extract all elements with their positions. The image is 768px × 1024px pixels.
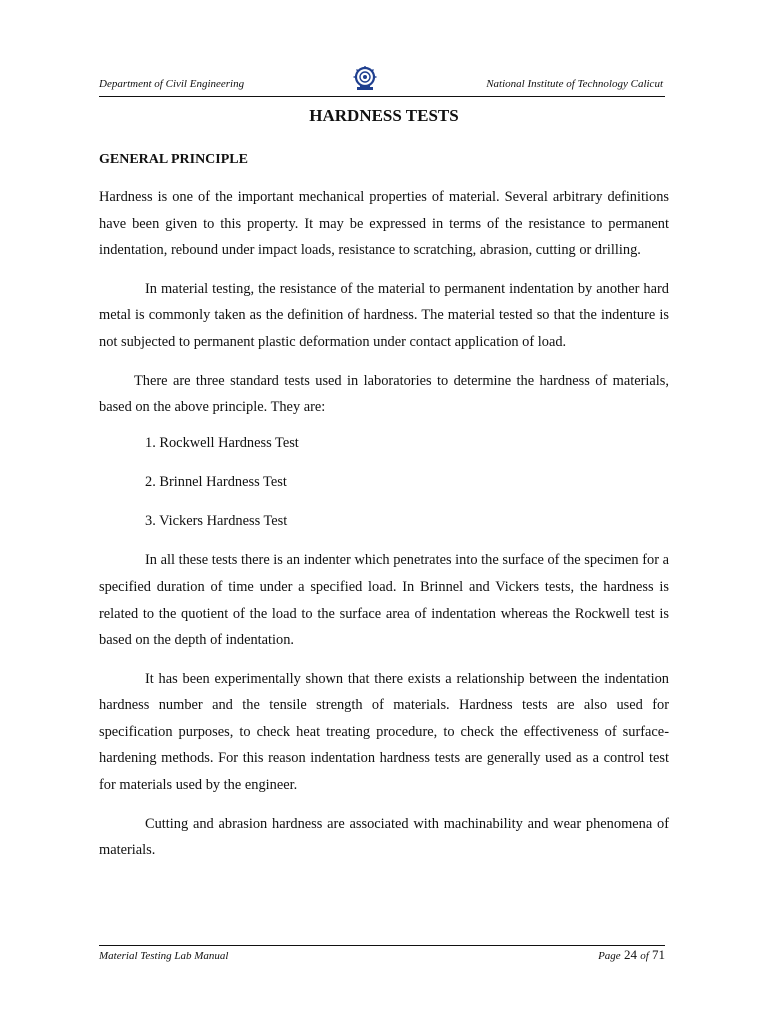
current-page: 24: [623, 947, 637, 962]
tests-list: [145, 430, 669, 535]
paragraph-standard-tests: There are three standard tests used in laboratories to determine the hardness of materials, based on the above principle. They are:: [99, 372, 669, 416]
paragraph-cutting-abrasion: Cutting and abrasion hardness are associated with machinability and wear phenomena of materials.: [99, 815, 669, 859]
page-footer: [99, 945, 665, 970]
of-word: of: [640, 950, 649, 962]
page-title: HARDNESS TESTS: [309, 106, 459, 125]
list-item: 2. Brinnel Hardness Test: [145, 473, 287, 490]
paragraph-relationship: It has been experimentally shown that there exists a relationship between the indentation hardness number and the tensile strength of materials. Hardness tests are also used for specification purposes, to check heat treating procedure, to check the effectiveness of surface-hardening methods. For this reason indentation hardness tests are generally used as a control test for materials used by the engineer.: [99, 670, 669, 794]
header-institute: National Institute of Technology Calicut: [486, 78, 663, 90]
section-heading: GENERAL PRINCIPLE: [99, 152, 248, 167]
list-item: 3. Vickers Hardness Test: [145, 513, 288, 530]
paragraph-material-testing: In material testing, the resistance of the material to permanent indentation by another hard metal is commonly taken as the definition of hardness. The material tested so that the indenture is not subjected to permanent plastic deformation under contact application of load.: [99, 280, 669, 350]
main-content: [99, 150, 669, 864]
page-word: Page: [598, 950, 621, 962]
paragraph-indenter: In all these tests there is an indenter which penetrates into the surface of the specimen for a specified duration of time under a specified load. In Brinnel and Vickers tests, the hardness is related to the quotient of the load to the surface area of indentation whereas the Rockwell test is based on the depth of indentation.: [99, 552, 669, 649]
page-header: [99, 70, 665, 97]
list-item: 1. Rockwell Hardness Test: [145, 434, 299, 451]
header-department: Department of Civil Engineering: [99, 78, 245, 90]
total-pages: 71: [652, 947, 665, 962]
paragraph-hardness-definition: Hardness is one of the important mechanical properties of material. Several arbitrary definitions have been given to this property. It may be expressed in terms of the resistance to permanent indentation, rebound under impact loads, resistance to scratching, abrasion, cutting or drilling.: [99, 189, 669, 259]
footer-manual-title: Material Testing Lab Manual: [99, 950, 229, 962]
page-number: [598, 947, 665, 963]
institute-emblem-icon: [351, 65, 379, 93]
